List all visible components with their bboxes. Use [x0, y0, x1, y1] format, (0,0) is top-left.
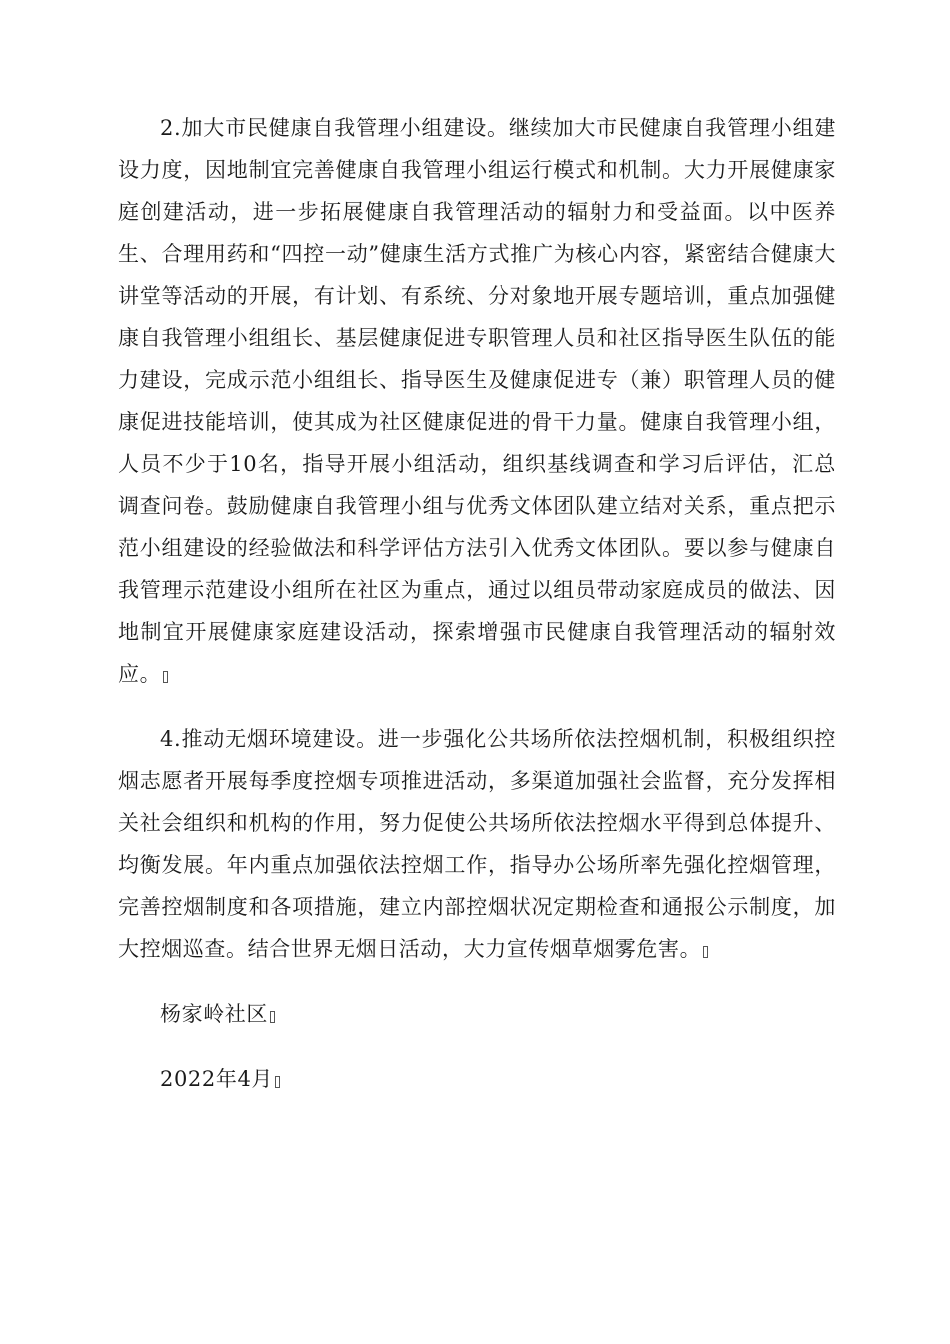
paragraph-mark-icon	[163, 671, 168, 683]
date-text: 2022年4月	[160, 1067, 274, 1091]
paragraph-text: 4.推动无烟环境建设。进一步强化公共场所依法控烟机制，积极组织控烟志愿者开展每季度控烟专项推进活动，多渠道加强社会监督，充分发挥相关社会组织和机构的作用，努力促使公共场所依法控烟水平得到总体提升、均衡发展。年内重点加强依法控烟工作，指导办公场所率先强化控烟管理，完善控烟制度和各项措施，建立内部控烟状况定期检查和通报公示制度，加大控烟巡查。结合世界无烟日活动，大力宣传烟草烟雾危害。	[118, 727, 836, 961]
signature-text: 杨家岭社区	[160, 1002, 268, 1026]
paragraph-mark-icon	[275, 1076, 280, 1088]
document-body	[118, 107, 836, 1100]
signature-community	[118, 993, 836, 1035]
paragraph-mark-icon	[270, 1011, 275, 1023]
signature-date	[118, 1058, 836, 1100]
paragraph-text: 2.加大市民健康自我管理小组建设。继续加大市民健康自我管理小组建设力度，因地制宜完善健康自我管理小组运行模式和机制。大力开展健康家庭创建活动，进一步拓展健康自我管理活动的辐射力和受益面。以中医养生、合理用药和“四控一动”健康生活方式推广为核心内容，紧密结合健康大讲堂等活动的开展，有计划、有系统、分对象地开展专题培训，重点加强健康自我管理小组组长、基层健康促进专职管理人员和社区指导医生队伍的能力建设，完成示范小组组长、指导医生及健康促进专（兼）职管理人员的健康促进技能培训，使其成为社区健康促进的骨干力量。健康自我管理小组，人员不少于10名，指导开展小组活动，组织基线调查和学习后评估，汇总调查问卷。鼓励健康自我管理小组与优秀文体团队建立结对关系，重点把示范小组建设的经验做法和科学评估方法引入优秀文体团队。要以参与健康自我管理示范建设小组所在社区为重点，通过以组员带动家庭成员的做法、因地制宜开展健康家庭建设活动，探索增强市民健康自我管理活动的辐射效应。	[118, 116, 836, 686]
paragraph-mark-icon	[703, 946, 708, 958]
paragraph-self-management-groups	[118, 107, 836, 695]
paragraph-smoke-free-environment	[118, 718, 836, 970]
